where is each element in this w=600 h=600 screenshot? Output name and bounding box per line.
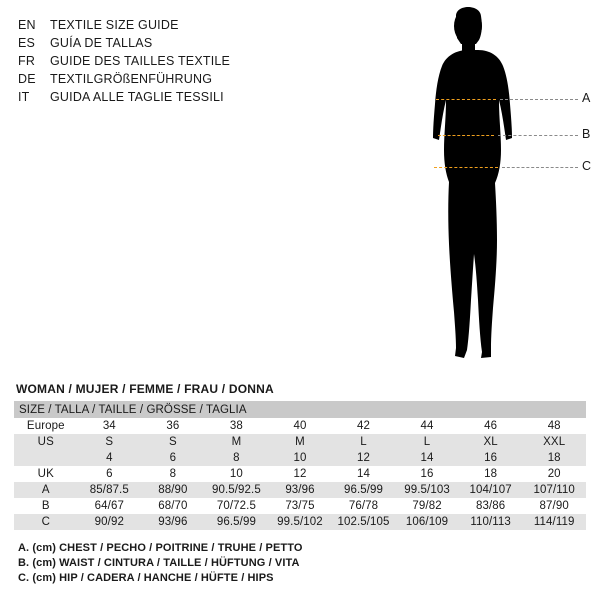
language-text: GUIDE DES TAILLES TEXTILE: [50, 54, 231, 68]
table-row: [14, 450, 586, 466]
table-row: [14, 466, 586, 482]
table-row: [14, 482, 586, 498]
hip-leader-line: [502, 167, 578, 168]
cell: 16: [459, 450, 523, 466]
cell: 34: [78, 418, 142, 434]
cell: 16: [395, 466, 459, 482]
section-title: WOMAN / MUJER / FEMME / FRAU / DONNA: [16, 382, 274, 396]
footnote-c: C. (cm) HIP / CADERA / HANCHE / HÜFTE / HIPS: [18, 572, 274, 584]
cell: 96.5/99: [205, 514, 269, 530]
row-label: US: [14, 434, 78, 450]
language-code: EN: [18, 18, 36, 32]
cell: 110/113: [459, 514, 523, 530]
cell: 10: [205, 466, 269, 482]
language-row: [18, 34, 348, 52]
cell: 93/96: [141, 514, 205, 530]
language-row: [18, 70, 348, 88]
row-label: UK: [14, 466, 78, 482]
language-text: GUIDA ALLE TAGLIE TESSILI: [50, 90, 224, 104]
cell: S: [141, 434, 205, 450]
cell: 73/75: [268, 498, 332, 514]
cell: 48: [522, 418, 586, 434]
row-label: A: [14, 482, 78, 498]
cell: 18: [522, 450, 586, 466]
cell: 99.5/103: [395, 482, 459, 498]
table-row: [14, 514, 586, 530]
cell: 96.5/99: [332, 482, 396, 498]
cell: 93/96: [268, 482, 332, 498]
cell: 8: [141, 466, 205, 482]
cell: 14: [395, 450, 459, 466]
woman-silhouette-icon: [360, 0, 600, 375]
marker-label-b: B: [582, 127, 591, 141]
marker-label-a: A: [582, 91, 591, 105]
waist-leader-line: [498, 135, 578, 136]
cell: 44: [395, 418, 459, 434]
marker-label-c: C: [582, 159, 592, 173]
cell: 99.5/102: [268, 514, 332, 530]
row-label: B: [14, 498, 78, 514]
cell: 83/86: [459, 498, 523, 514]
language-list: [18, 16, 348, 106]
cell: 12: [332, 450, 396, 466]
cell: 107/110: [522, 482, 586, 498]
language-code: IT: [18, 90, 30, 104]
language-text: TEXTILGRÖßENFÜHRUNG: [50, 72, 213, 86]
size-table: [14, 401, 586, 530]
cell: 90.5/92.5: [205, 482, 269, 498]
language-row: [18, 88, 348, 106]
cell: 87/90: [522, 498, 586, 514]
cell: 20: [522, 466, 586, 482]
table-header-label: SIZE / TALLA / TAILLE / GRÖSSE / TAGLIA: [14, 401, 586, 418]
cell: 88/90: [141, 482, 205, 498]
cell: 64/67: [78, 498, 142, 514]
language-code: FR: [18, 54, 36, 68]
table-row: [14, 418, 586, 434]
cell: 40: [268, 418, 332, 434]
cell: 76/78: [332, 498, 396, 514]
language-code: ES: [18, 36, 36, 50]
cell: M: [205, 434, 269, 450]
cell: 85/87.5: [78, 482, 142, 498]
cell: L: [332, 434, 396, 450]
footnote-a: A. (cm) CHEST / PECHO / POITRINE / TRUHE / PETTO: [18, 542, 303, 554]
chest-measure-line: [436, 99, 496, 100]
female-silhouette-figure: [360, 0, 600, 375]
size-table-section: [14, 382, 586, 530]
cell: S: [78, 434, 142, 450]
cell: 104/107: [459, 482, 523, 498]
cell: 90/92: [78, 514, 142, 530]
cell: XL: [459, 434, 523, 450]
language-text: GUÍA DE TALLAS: [50, 36, 153, 50]
cell: 46: [459, 418, 523, 434]
language-code: DE: [18, 72, 36, 86]
cell: 38: [205, 418, 269, 434]
row-label: Europe: [14, 418, 78, 434]
cell: 8: [205, 450, 269, 466]
row-label: [14, 450, 78, 466]
cell: 10: [268, 450, 332, 466]
cell: 4: [78, 450, 142, 466]
footnote-b: B. (cm) WAIST / CINTURA / TAILLE / HÜFTUNG / VITA: [18, 557, 300, 569]
cell: XXL: [522, 434, 586, 450]
cell: 42: [332, 418, 396, 434]
cell: 6: [78, 466, 142, 482]
cell: 12: [268, 466, 332, 482]
cell: 68/70: [141, 498, 205, 514]
language-text: TEXTILE SIZE GUIDE: [50, 18, 179, 32]
cell: 79/82: [395, 498, 459, 514]
language-row: [18, 52, 348, 70]
cell: 36: [141, 418, 205, 434]
cell: 106/109: [395, 514, 459, 530]
row-label: C: [14, 514, 78, 530]
language-row: [18, 16, 348, 34]
table-header-row: [14, 401, 586, 418]
cell: 18: [459, 466, 523, 482]
cell: 114/119: [522, 514, 586, 530]
waist-measure-line: [438, 135, 494, 136]
chest-leader-line: [500, 99, 578, 100]
cell: M: [268, 434, 332, 450]
cell: 6: [141, 450, 205, 466]
table-row: [14, 434, 586, 450]
hip-measure-line: [434, 167, 498, 168]
table-row: [14, 498, 586, 514]
cell: 70/72.5: [205, 498, 269, 514]
cell: L: [395, 434, 459, 450]
footnotes: [18, 541, 438, 586]
cell: 14: [332, 466, 396, 482]
cell: 102.5/105: [332, 514, 396, 530]
